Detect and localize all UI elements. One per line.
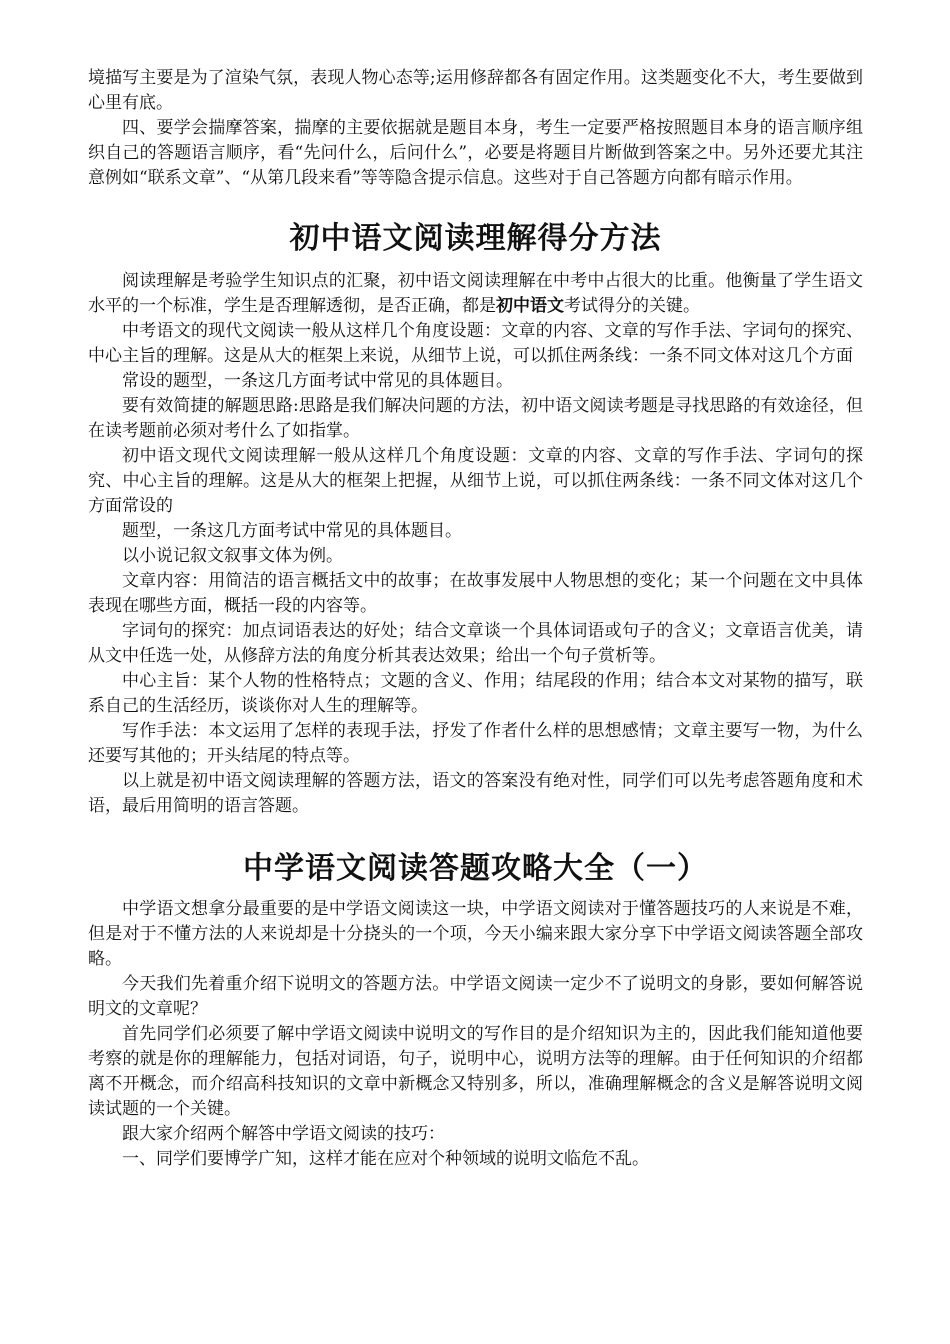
intro-paragraph-1: 境描写主要是为了渲染气氛，表现人物心态等;运用修辞都各有固定作用。这类题变化不大，考生要做到心里有底。 xyxy=(88,68,863,113)
section-1-paragraph-4: 要有效简捷的解题思路:思路是我们解决问题的方法，初中语文阅读考题是寻找思路的有效途径，但在读考题前必须对考什么了如指掌。 xyxy=(88,396,863,441)
section-1-paragraph-7: 以小说记叙文叙事文体为例。 xyxy=(122,546,343,566)
section-1-paragraph-1-text-a: 阅读理解是考验学生知识点的汇聚，初中语文阅读理解在中考中占很大的比重。他衡量了学生语文水平的一个标准，学生是否理解透彻，是否正确，都是 xyxy=(88,271,863,316)
section-2-paragraph-3: 首先同学们必须要了解中学语文阅读中说明文的写作目的是介绍知识为主的，因此我们能知道他要考察的就是你的理解能力，包括对词语，句子，说明中心，说明方法等的理解。由于任何知识的介绍都离不开概念，而介绍高科技知识的文章中新概念又特别多，所以，准确理解概念的含义是解答说明文阅读试题的一个关键。 xyxy=(88,1024,863,1119)
section-1-paragraph-3: 常设的题型，一条这几方面考试中常见的具体题目。 xyxy=(122,371,513,391)
section-1-paragraph-2: 中考语文的现代文阅读一般从这样几个角度设题：文章的内容、文章的写作手法、字词句的探究、中心主旨的理解。这是从大的框架上来说，从细节上说，可以抓住两条线：一条不同文体对这几个方面 xyxy=(88,321,863,366)
section-2-paragraph-4: 跟大家介绍两个解答中学语文阅读的技巧： xyxy=(122,1124,445,1144)
section-1-paragraph-1-bold: 初中语文 xyxy=(496,296,564,316)
section-1-paragraph-1-text-b: 考试得分的关键。 xyxy=(564,296,700,316)
section-1-paragraph-5: 初中语文现代文阅读理解一般从这样几个角度设题：文章的内容、文章的写作手法、字词句的探究、中心主旨的理解。这是从大的框架上把握，从细节上说，可以抓住两条线：一条不同文体对这几个方面常设的 xyxy=(88,446,863,516)
intro-paragraph-2: 四、要学会揣摩答案，揣摩的主要依据就是题目本身，考生一定要严格按照题目本身的语言顺序组织自己的答题语言顺序，看“先问什么，后问什么”，必要是将题目片断做到答案之中。另外还要尤其注意例如“联系文章”、“从第几段来看”等等隐含提示信息。这些对于自己答题方向都有暗示作用。 xyxy=(88,118,863,188)
document-page xyxy=(88,66,863,1172)
section-1-title: 初中语文阅读理解得分方法 xyxy=(289,221,662,256)
section-1-paragraph-10: 中心主旨：某个人物的性格特点；文题的含义、作用；结尾段的作用；结合本文对某物的描写，联系自己的生活经历，谈谈你对人生的理解等。 xyxy=(88,671,863,716)
section-1-paragraph-9: 字词句的探究：加点词语表达的好处；结合文章谈一个具体词语或句子的含义；文章语言优美，请从文中任选一处，从修辞方法的角度分析其表达效果；给出一个句子赏析等。 xyxy=(88,621,863,666)
section-1-paragraph-6: 题型，一条这几方面考试中常见的具体题目。 xyxy=(122,521,462,541)
section-2-paragraph-5: 一、同学们要博学广知，这样才能在应对个种领域的说明文临危不乱。 xyxy=(122,1149,649,1169)
section-2-paragraph-1: 中学语文想拿分最重要的是中学语文阅读这一块，中学语文阅读对于懂答题技巧的人来说是不难，但是对于不懂方法的人来说却是十分挠头的一个项，今天小编来跟大家分享下中学语文阅读答题全部攻略。 xyxy=(88,899,863,969)
section-2-title: 中学语文阅读答题攻略大全（一） xyxy=(243,851,708,886)
section-1-paragraph-8: 文章内容：用简洁的语言概括文中的故事；在故事发展中人物思想的变化；某一个问题在文中具体表现在哪些方面，概括一段的内容等。 xyxy=(88,571,863,616)
section-1-paragraph-1 xyxy=(88,269,863,319)
section-1-paragraph-12: 以上就是初中语文阅读理解的答题方法，语文的答案没有绝对性，同学们可以先考虑答题角度和术语，最后用简明的语言答题。 xyxy=(88,771,863,816)
section-1-paragraph-11: 写作手法：本文运用了怎样的表现手法，抒发了作者什么样的思想感情；文章主要写一物，为什么还要写其他的；开头结尾的特点等。 xyxy=(88,721,863,766)
section-2-paragraph-2: 今天我们先着重介绍下说明文的答题方法。中学语文阅读一定少不了说明文的身影，要如何解答说明文的文章呢？ xyxy=(88,974,863,1019)
